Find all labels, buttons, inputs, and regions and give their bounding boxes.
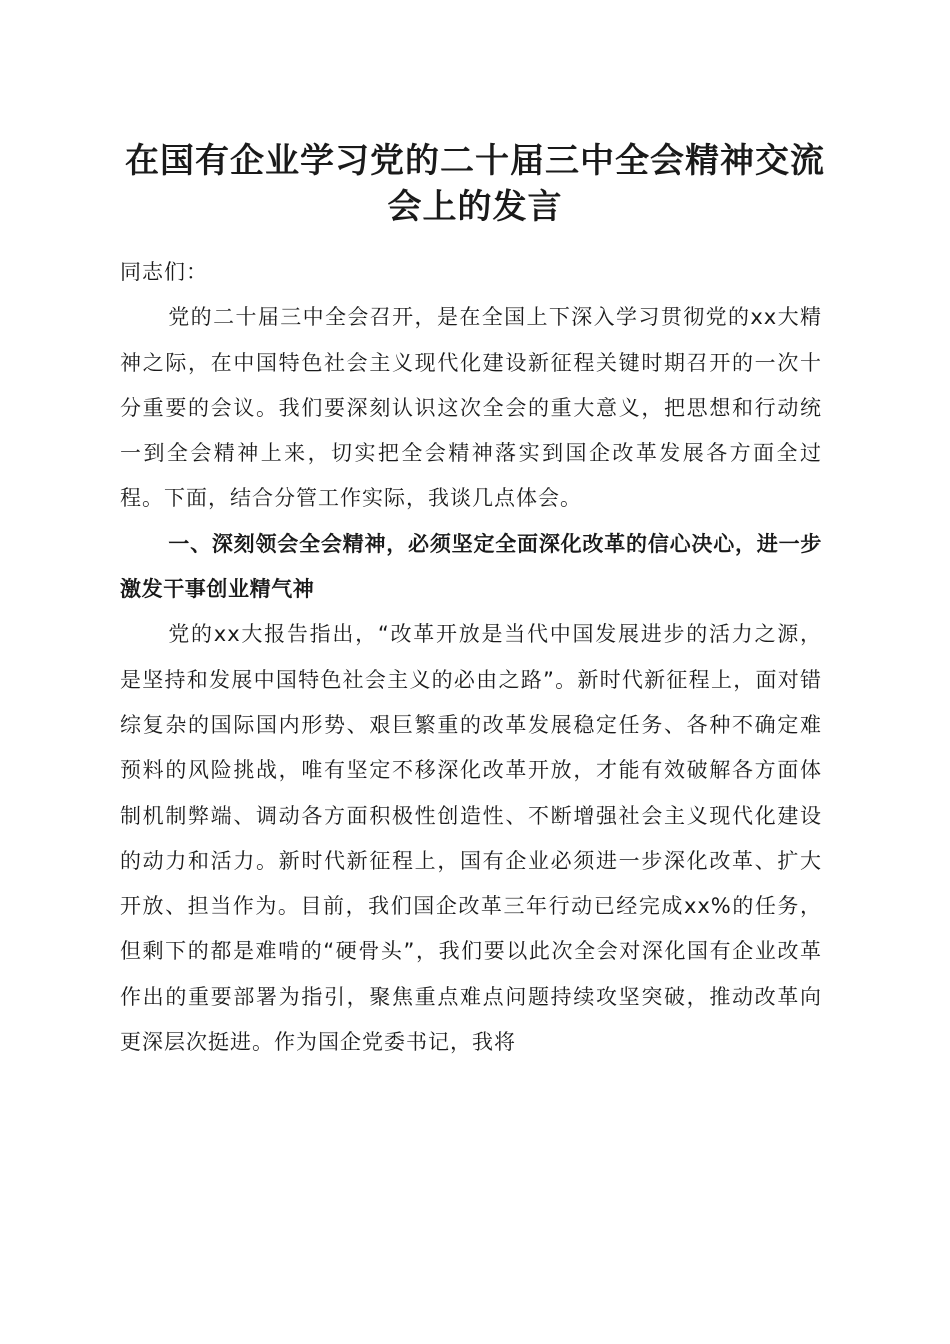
document-title (110, 138, 840, 230)
section-1-paragraph: 党的xx大报告指出，“改革开放是当代中国发展进步的活力之源，是坚持和发展中国特色社会主义的必由之路”。新时代新征程上，面对错综复杂的国际国内形势、艰巨繁重的改革发展稳定任务、各种不确定难预料的风险挑战，唯有坚定不移深化改革开放，才能有效破解各方面体制机制弊端、调动各方面积极性创造性、不断增强社会主义现代化建设的动力和活力。新时代新征程上，国有企业必须进一步深化改革、扩大开放、担当作为。目前，我们国企改革三年行动已经完成xx%的任务，但剩下的都是难啃的“硬骨头”，我们要以此次全会对深化国有企业改革作出的重要部署为指引，聚焦重点难点问题持续攻坚突破，推动改革向更深层次挺进。作为国企党委书记，我将 (120, 622, 822, 1055)
document-body (120, 250, 822, 1065)
salutation: 同志们： (120, 260, 208, 284)
section-heading-1: 一、深刻领会全会精神，必须坚定全面深化改革的信心决心，进一步激发干事创业精气神 (120, 531, 822, 602)
intro-paragraph: 党的二十届三中全会召开，是在全国上下深入学习贯彻党的xx大精神之际，在中国特色社会主义现代化建设新征程关键时期召开的一次十分重要的会议。我们要深刻认识这次全会的重大意义，把思想和行动统一到全会精神上来，切实把全会精神落实到国企改革发展各方面全过程。下面，结合分管工作实际，我谈几点体会。 (120, 305, 822, 511)
title-line-2: 会上的发言 (387, 187, 563, 227)
title-line-1: 在国有企业学习党的二十届三中全会精神交流 (125, 141, 825, 181)
